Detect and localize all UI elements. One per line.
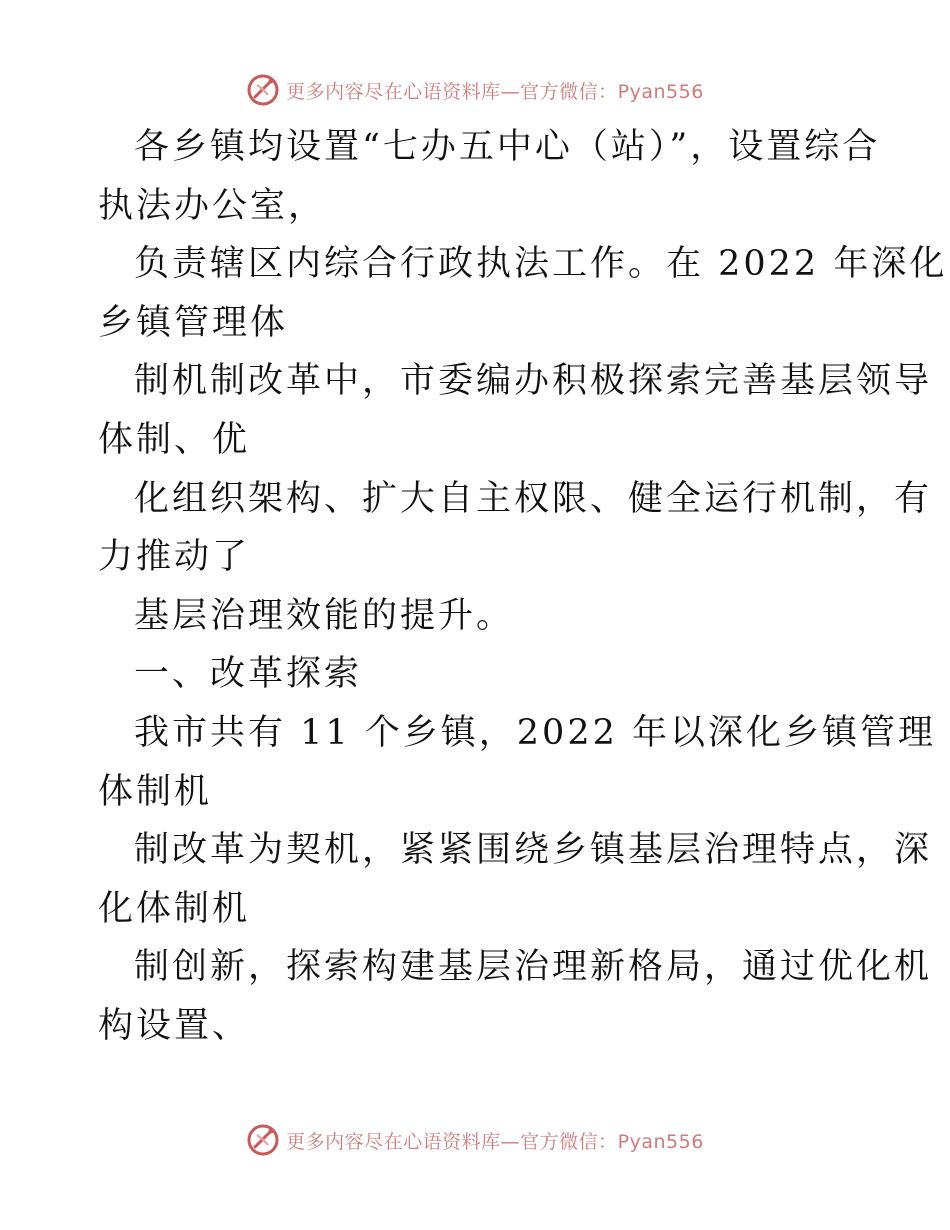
body-line: 负责辖区内综合行政执法工作。在 2022 年深化: [134, 244, 948, 285]
watermark-brand: [246, 1123, 704, 1157]
section-heading: 一、改革探索: [134, 654, 363, 695]
watermark-text: 更多内容尽在心语资料库—官方微信：Pyan556: [286, 80, 704, 103]
body-line: 制创新，探索构建基层治理新格局，通过优化机: [134, 947, 933, 988]
body-line: 体制、优: [98, 419, 251, 460]
body-line: 基层治理效能的提升。: [134, 595, 515, 636]
body-line: 化体制机: [98, 888, 251, 929]
page-footer-watermark: [0, 1120, 950, 1160]
body-line: 化组织架构、扩大自主权限、健全运行机制，有: [134, 478, 933, 519]
body-line: 各乡镇均设置“七办五中心（站）”，设置综合: [134, 127, 881, 167]
brand-logo-icon: [246, 73, 280, 107]
body-line: 制机制改革中，市委编办积极探索完善基层领导: [134, 361, 933, 402]
body-line: 制改革为契机，紧紧围绕乡镇基层治理特点，深: [134, 830, 933, 871]
document-body: [98, 118, 948, 1056]
body-line: 我市共有 11 个乡镇，2022 年以深化乡镇管理: [134, 712, 936, 753]
watermark-brand: [246, 73, 704, 107]
page-header-watermark: [0, 70, 950, 110]
body-line: 构设置、: [98, 1005, 251, 1046]
watermark-text: 更多内容尽在心语资料库—官方微信：Pyan556: [286, 1130, 704, 1153]
body-line: 力推动了: [98, 537, 251, 578]
body-line: 乡镇管理体: [98, 302, 289, 343]
body-line: 执法办公室，: [98, 185, 327, 226]
brand-logo-icon: [246, 1123, 280, 1157]
body-line: 体制机: [98, 771, 213, 812]
